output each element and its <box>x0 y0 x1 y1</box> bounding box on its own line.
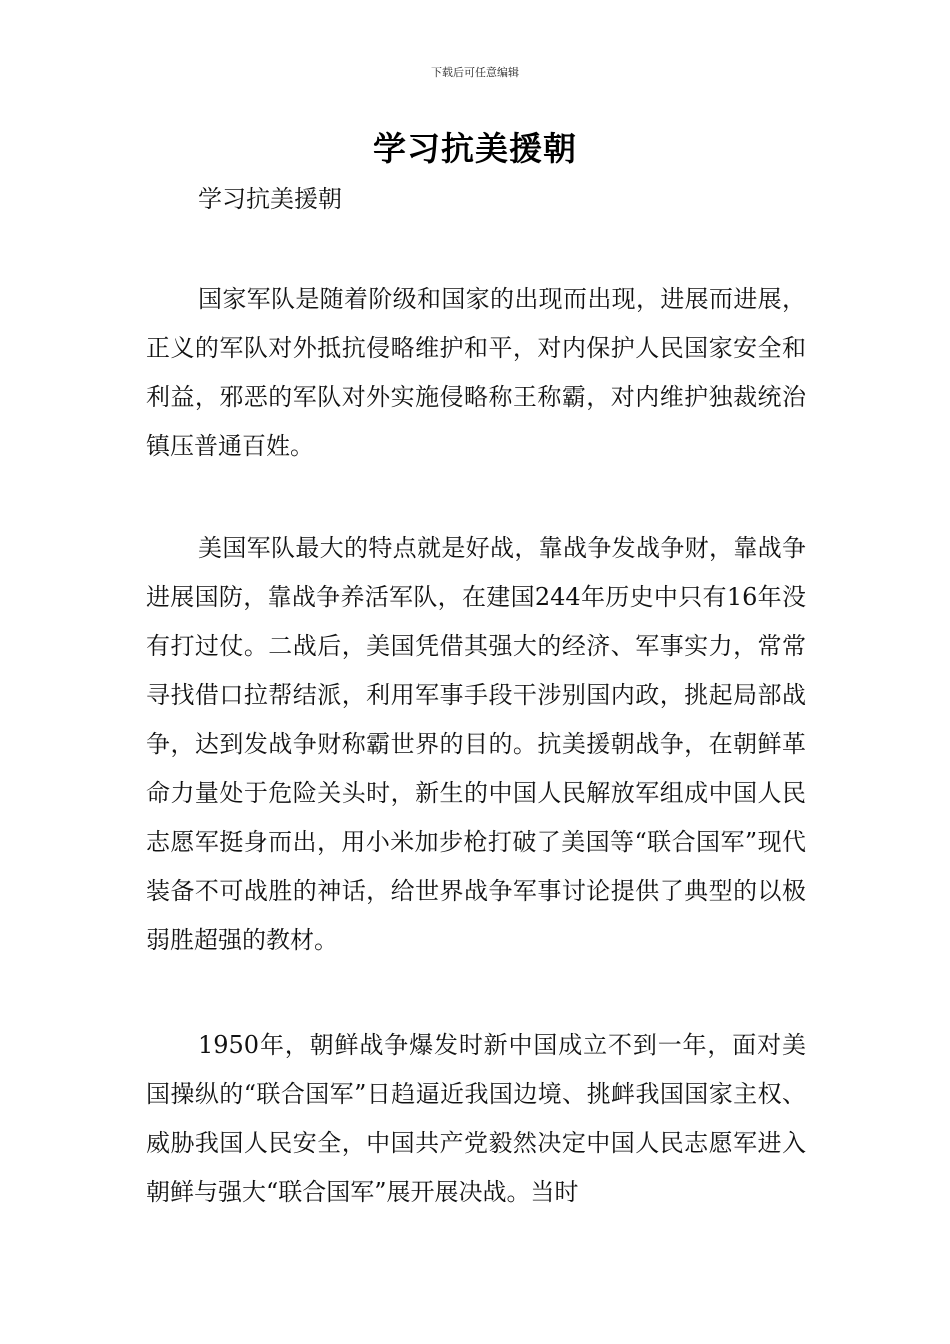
paragraph: 国家军队是随着阶级和国家的出现而出现，进展而进展，正义的军队对外抵抗侵略维护和平，对内保护人民国家安全和利益，邪恶的军队对外实施侵略称王称霸，对内维护独裁统治镇压普通百姓。 <box>146 285 806 460</box>
document-title: 学习抗美援朝 <box>373 129 577 168</box>
paragraph: 美国军队最大的特点就是好战，靠战争发战争财，靠战争进展国防，靠战争养活军队，在建国244年历史中只有16年没有打过仗。二战后，美国凭借其强大的经济、军事实力，常常寻找借口拉帮结派，利用军事手段干涉别国内政，挑起局部战争，达到发战争财称霸世界的目的。抗美援朝战争，在朝鲜革命力量处于危险关头时，新生的中国人民解放军组成中国人民志愿军挺身而出，用小米加步枪打破了美国等“联合国军”现代装备不可战胜的神话，给世界战争军事讨论提供了典型的以极弱胜超强的教材。 <box>146 534 806 954</box>
paragraph: 1950年，朝鲜战争爆发时新中国成立不到一年，面对美国操纵的“联合国军”日趋逼近我国边境、挑衅我国国家主权、威胁我国人民安全，中国共产党毅然决定中国人民志愿军进入朝鲜与强大“联合国军”展开展决战。当时 <box>146 1031 806 1206</box>
header-note: 下载后可任意编辑 <box>431 66 519 79</box>
document-subtitle: 学习抗美援朝 <box>198 185 342 213</box>
